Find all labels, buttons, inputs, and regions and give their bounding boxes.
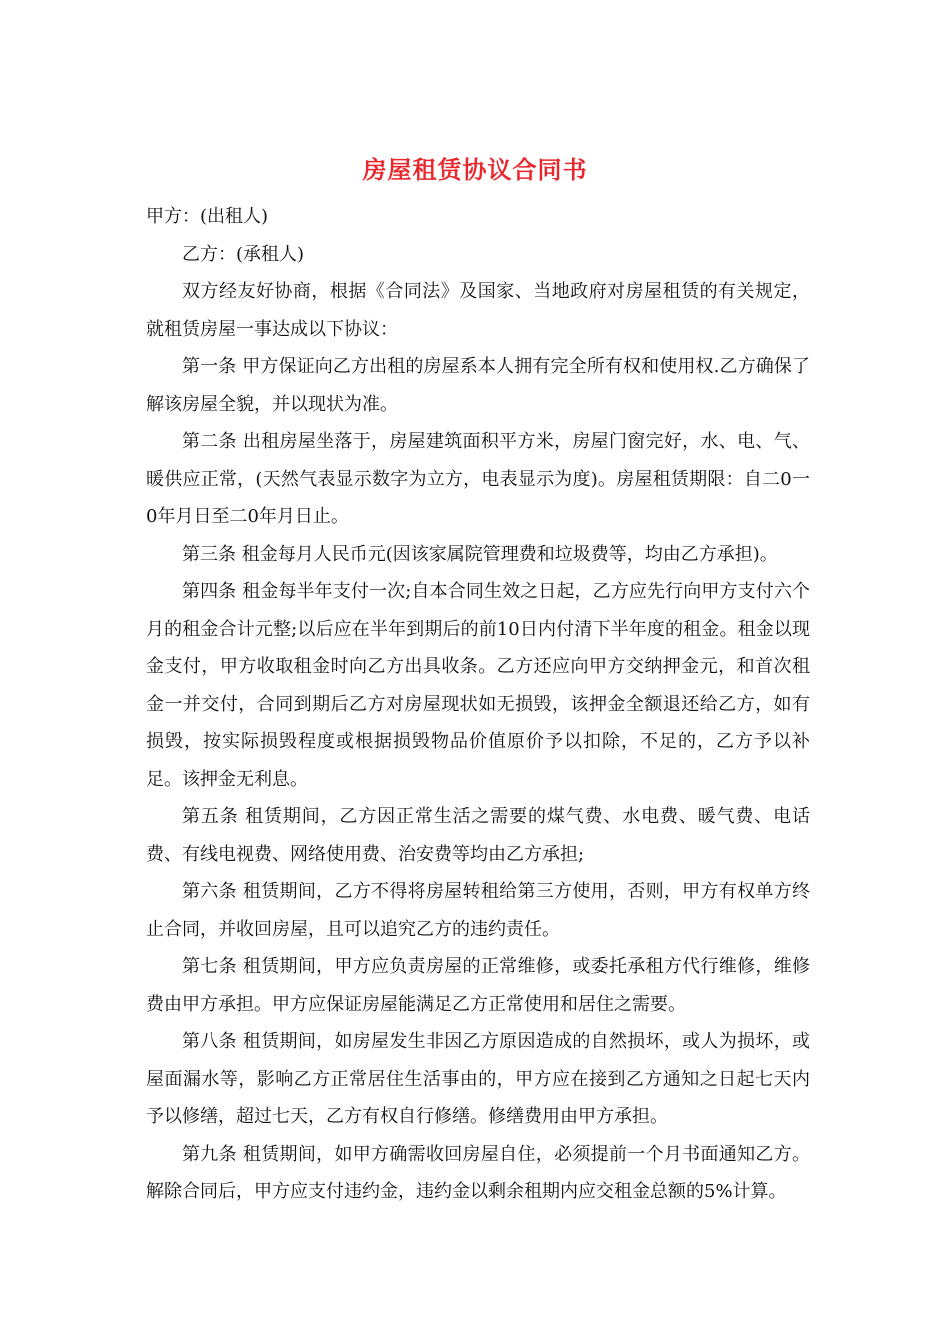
article-1: 第一条 甲方保证向乙方出租的房屋系本人拥有完全所有权和使用权.乙方确保了解该房屋全貌，并以现状为准。 (146, 356, 810, 415)
article-2: 第二条 出租房屋坐落于，房屋建筑面积平方米，房屋门窗完好，水、电、气、暖供应正常，(天然气表显示数字为立方，电表显示为度)。房屋租赁期限：自二0一0年月日至二0年月日止。 (146, 431, 810, 527)
article-3: 第三条 租金每月人民币元(因该家属院管理费和垃圾费等，均由乙方承担)。 (182, 543, 778, 565)
article-8: 第八条 租赁期间，如房屋发生非因乙方原因造成的自然损坏，或人为损坏，或屋面漏水等，影响乙方正常居住生活事由的，甲方应在接到乙方通知之日起七天内予以修缮，超过七天，乙方有权自行修缮。修缮费用由甲方承担。 (146, 1031, 810, 1127)
document-title: 房屋租赁协议合同书 (362, 156, 588, 184)
article-6: 第六条 租赁期间，乙方不得将房屋转租给第三方使用，否则，甲方有权单方终止合同，并收回房屋，且可以追究乙方的违约责任。 (146, 881, 810, 940)
article-9: 第九条 租赁期间，如甲方确需收回房屋自住，必须提前一个月书面通知乙方。解除合同后，甲方应支付违约金，违约金以剩余租期内应交租金总额的5%计算。 (146, 1143, 810, 1202)
article-7: 第七条 租赁期间，甲方应负责房屋的正常维修，或委托承租方代行维修，维修费由甲方承担。甲方应保证房屋能满足乙方正常使用和居住之需要。 (146, 956, 810, 1015)
party-a-line: 甲方：(出租人) (146, 206, 269, 227)
article-5: 第五条 租赁期间，乙方因正常生活之需要的煤气费、水电费、暖气费、电话费、有线电视费、网络使用费、治安费等均由乙方承担; (146, 806, 810, 865)
article-4: 第四条 租金每半年支付一次;自本合同生效之日起，乙方应先行向甲方支付六个月的租金合计元整;以后应在半年到期后的前10日内付清下半年度的租金。租金以现金支付，甲方收取租金时向乙方出具收条。乙方还应向甲方交纳押金元，和首次租金一并交付，合同到期后乙方对房屋现状如无损毁，该押金全额退还给乙方，如有损毁，按实际损毁程度或根据损毁物品价值原价予以扣除，不足的，乙方予以补足。该押金无利息。 (146, 581, 810, 790)
party-b-line: 乙方：(承租人) (182, 243, 305, 265)
document-body (146, 198, 810, 1211)
preamble-paragraph: 双方经友好协商，根据《合同法》及国家、当地政府对房屋租赁的有关规定，就租赁房屋一事达成以下协议： (146, 281, 810, 340)
